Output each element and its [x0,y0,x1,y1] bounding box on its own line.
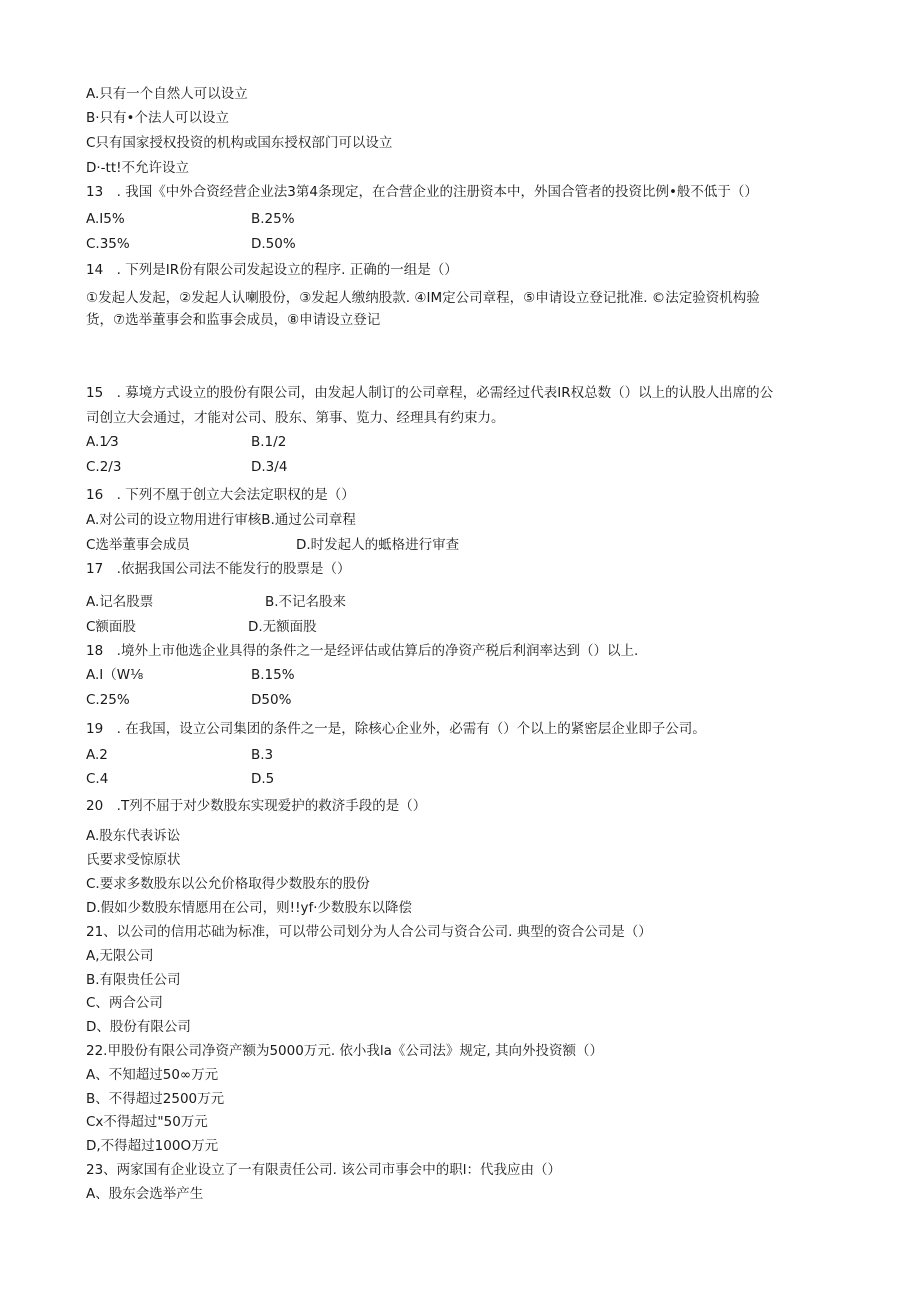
option-right: B.25% [251,211,295,227]
option-right: D.5 [251,771,275,787]
option-left: A.2 [86,747,108,763]
text-line: C、两合公司 [86,995,163,1011]
option-left: C.25% [86,692,130,708]
text-line: A、不知超过50∞万元 [86,1067,219,1083]
text-line: A.对公司的设立物用进行审核B.通过公司章程 [86,512,356,528]
option-left: C额面股 [86,619,136,635]
option-left: C.2/3 [86,459,122,475]
option-left: A.I（W⅛ [86,667,144,683]
text-line: D,不得超过100O万元 [86,1138,219,1154]
option-right: D50% [251,692,292,708]
option-left: A.1⁄3 [86,434,119,450]
option-left: A.记名股票 [86,594,154,610]
text-line: D、股份有限公司 [86,1019,191,1035]
text-line: B、不得超过2500万元 [86,1091,225,1107]
option-right: D.时发起人的蚳格进行审查 [296,537,460,553]
text-line: 16 . 下列不凰于创立大会法定职权的是（） [86,487,355,503]
option-right: D.无额面股 [248,619,317,635]
text-line: D.假如少数股东情愿用在公司，则!!yf·少数股东以降偿 [86,900,413,916]
option-right: D.50% [251,236,296,252]
option-right: B.1/2 [251,434,287,450]
text-line: 氏要求受惊原状 [86,852,181,868]
text-line: C只有国家授权投资的机构或国东授权部门可以设立 [86,135,393,151]
option-right: B.15% [251,667,295,683]
text-line: A.只有一个自然人可以设立 [86,86,248,102]
text-line: 19 . 在我国，设立公司集团的条件之一是，除核心企业外，必需有（）个以上的紧密层企业即子公司。 [86,721,706,737]
text-line: 21、以公司的信用芯础为标准，可以带公司划分为人合公司与资合公司. 典型的资合公司是（） [86,924,652,940]
text-line: 20 .T列不屈于对少数股东实现爱护的救济手段的是（） [86,798,427,814]
text-line: 17 .依据我国公司法不能发行的股票是（） [86,561,351,577]
option-left: C.4 [86,771,109,787]
text-line: D·-tt!不允许设立 [86,160,190,176]
text-line: 18 .境外上市他选企业具得的条件之一是经评估或估算后的净资产税后利润率达到（）以上. [86,643,639,659]
text-line: B·只有•个法人可以设立 [86,110,230,126]
text-line: B.有限贵任公司 [86,972,181,988]
text-line: 14 . 下列是IR份有限公司发起设立的程序. 正确的一组是（） [86,262,458,278]
option-left: A.I5% [86,211,125,227]
text-line: 15 . 募境方式设立的股份有限公司，由发起人制订的公司章程，必需经过代表IR权总数（）以上的认股人出席的公 [86,385,774,401]
text-line: ①发起人发起，②发起人认喇股份，③发起人缴纳股款. ④IM定公司章程，⑤申请设立登记批准. ©法定验资机构验 [86,290,760,306]
text-line: A.股东代表诉讼 [86,828,181,844]
text-line: 司创立大会通过，才能对公司、股东、第事、览力、经理具有约束力。 [86,410,505,426]
option-right: B.3 [251,747,274,763]
option-left: C选举董事会成员 [86,537,190,553]
text-line: 13 . 我国《中外合资经营企业法3第4条现定，在合营企业的注册资本中，外国合管者的投资比例•般不低于（） [86,184,758,200]
text-line: 22.甲股份有限公司净资产额为5000万元. 依小我la《公司法》规定, 其向外投资额（） [86,1043,604,1059]
text-line: C.要求多数股东以公允价格取得少数股东的股份 [86,876,370,892]
text-line: A、股东会选举产生 [86,1186,204,1202]
option-left: C.35% [86,236,130,252]
text-line: 货，⑦选举董事会和监事会成员，⑧申请设立登记 [86,312,381,328]
text-line: A,无限公司 [86,948,154,964]
option-right: D.3/4 [251,459,288,475]
text-line: Cx不得超过"50万元 [86,1114,208,1130]
text-line: 23、两家国有企业设立了一有限责任公司. 该公司市事会中的职l：代我应由（） [86,1162,562,1178]
option-right: B.不记名股来 [265,594,347,610]
